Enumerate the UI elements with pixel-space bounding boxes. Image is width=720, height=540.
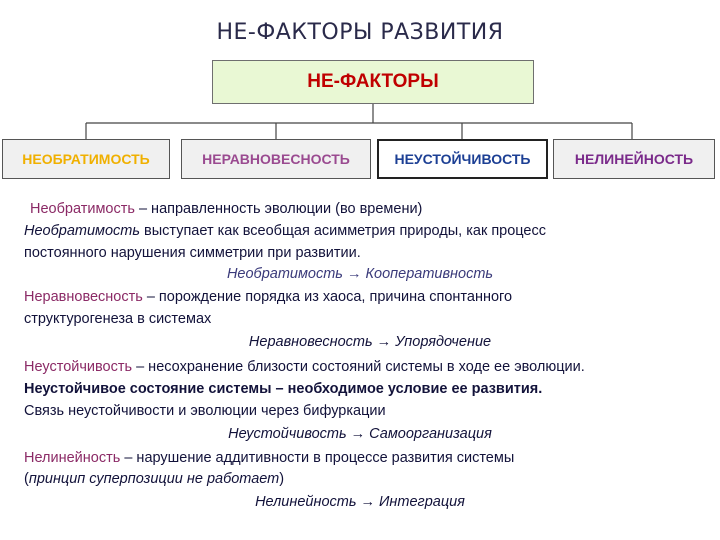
superposition-note: принцип суперпозиции не работает xyxy=(28,471,280,487)
text-line: постоянного нарушения симметрии при развитии. xyxy=(24,245,361,261)
relation-line xyxy=(10,334,720,350)
tree-connectors xyxy=(0,0,720,140)
relation-line xyxy=(0,494,720,510)
relation-line xyxy=(0,426,720,442)
term-irreversibility: Необратимость xyxy=(24,223,140,239)
text-line xyxy=(24,223,546,239)
relation-source: Неустойчивость xyxy=(228,426,347,442)
term-irreversibility: Необратимость xyxy=(30,201,135,217)
definition-text: – несохранение близости состояний системы в ходе ее эволюции. xyxy=(132,359,585,375)
relation-target: Самоорганизация xyxy=(369,426,492,442)
arrow-icon: → xyxy=(376,334,392,350)
term-instability: Неустойчивость xyxy=(24,359,133,375)
text-line: Неустойчивое состояние системы – необходимое условие ее развития. xyxy=(24,381,543,397)
text-line: структурогенеза в системах xyxy=(24,311,212,327)
relation-target: Интеграция xyxy=(379,494,465,510)
category-nonequilibrium: НЕРАВНОВЕСНОСТЬ xyxy=(181,139,371,179)
text-line xyxy=(24,359,585,375)
definition-text: – порождение порядка из хаоса, причина спонтанного xyxy=(142,289,513,305)
relation-target: Кооперативность xyxy=(365,266,494,282)
relation-line xyxy=(0,266,720,282)
relation-source: Нелинейность xyxy=(255,494,357,510)
root-factor-box: НЕ-ФАКТОРЫ xyxy=(212,60,534,104)
category-nonlinearity: НЕЛИНЕЙНОСТЬ xyxy=(553,139,715,179)
definition-text: – направленность эволюции (во времени) xyxy=(134,201,423,217)
definition-text: выступает как всеобщая асимметрия природы, xyxy=(140,223,463,239)
category-irreversibility: НЕОБРАТИМОСТЬ xyxy=(2,139,170,179)
arrow-icon: → xyxy=(346,266,362,282)
term-nonequilibrium: Неравновесность xyxy=(24,289,143,305)
relation-source: Необратимость xyxy=(226,266,343,282)
text-line: Связь неустойчивости и эволюции через бифуркации xyxy=(24,403,386,419)
paren-open: ( xyxy=(24,471,29,487)
definition-text: – нарушение аддитивности в процессе развития системы xyxy=(120,450,515,466)
text-line xyxy=(24,450,514,466)
term-nonlinearity: Нелинейность xyxy=(24,450,121,466)
text-line xyxy=(24,471,284,487)
text-line xyxy=(24,289,512,305)
arrow-icon: → xyxy=(360,494,376,510)
definition-text: как процесс xyxy=(462,223,547,239)
paren-close: ) xyxy=(279,471,285,487)
arrow-icon: → xyxy=(350,426,366,442)
text-line xyxy=(30,201,422,217)
page-title: НЕ-ФАКТОРЫ РАЗВИТИЯ xyxy=(216,20,504,45)
relation-target: Упорядочение xyxy=(395,334,492,350)
relation-source: Неравновесность xyxy=(248,334,373,350)
category-instability: НЕУСТОЙЧИВОСТЬ xyxy=(377,139,548,179)
